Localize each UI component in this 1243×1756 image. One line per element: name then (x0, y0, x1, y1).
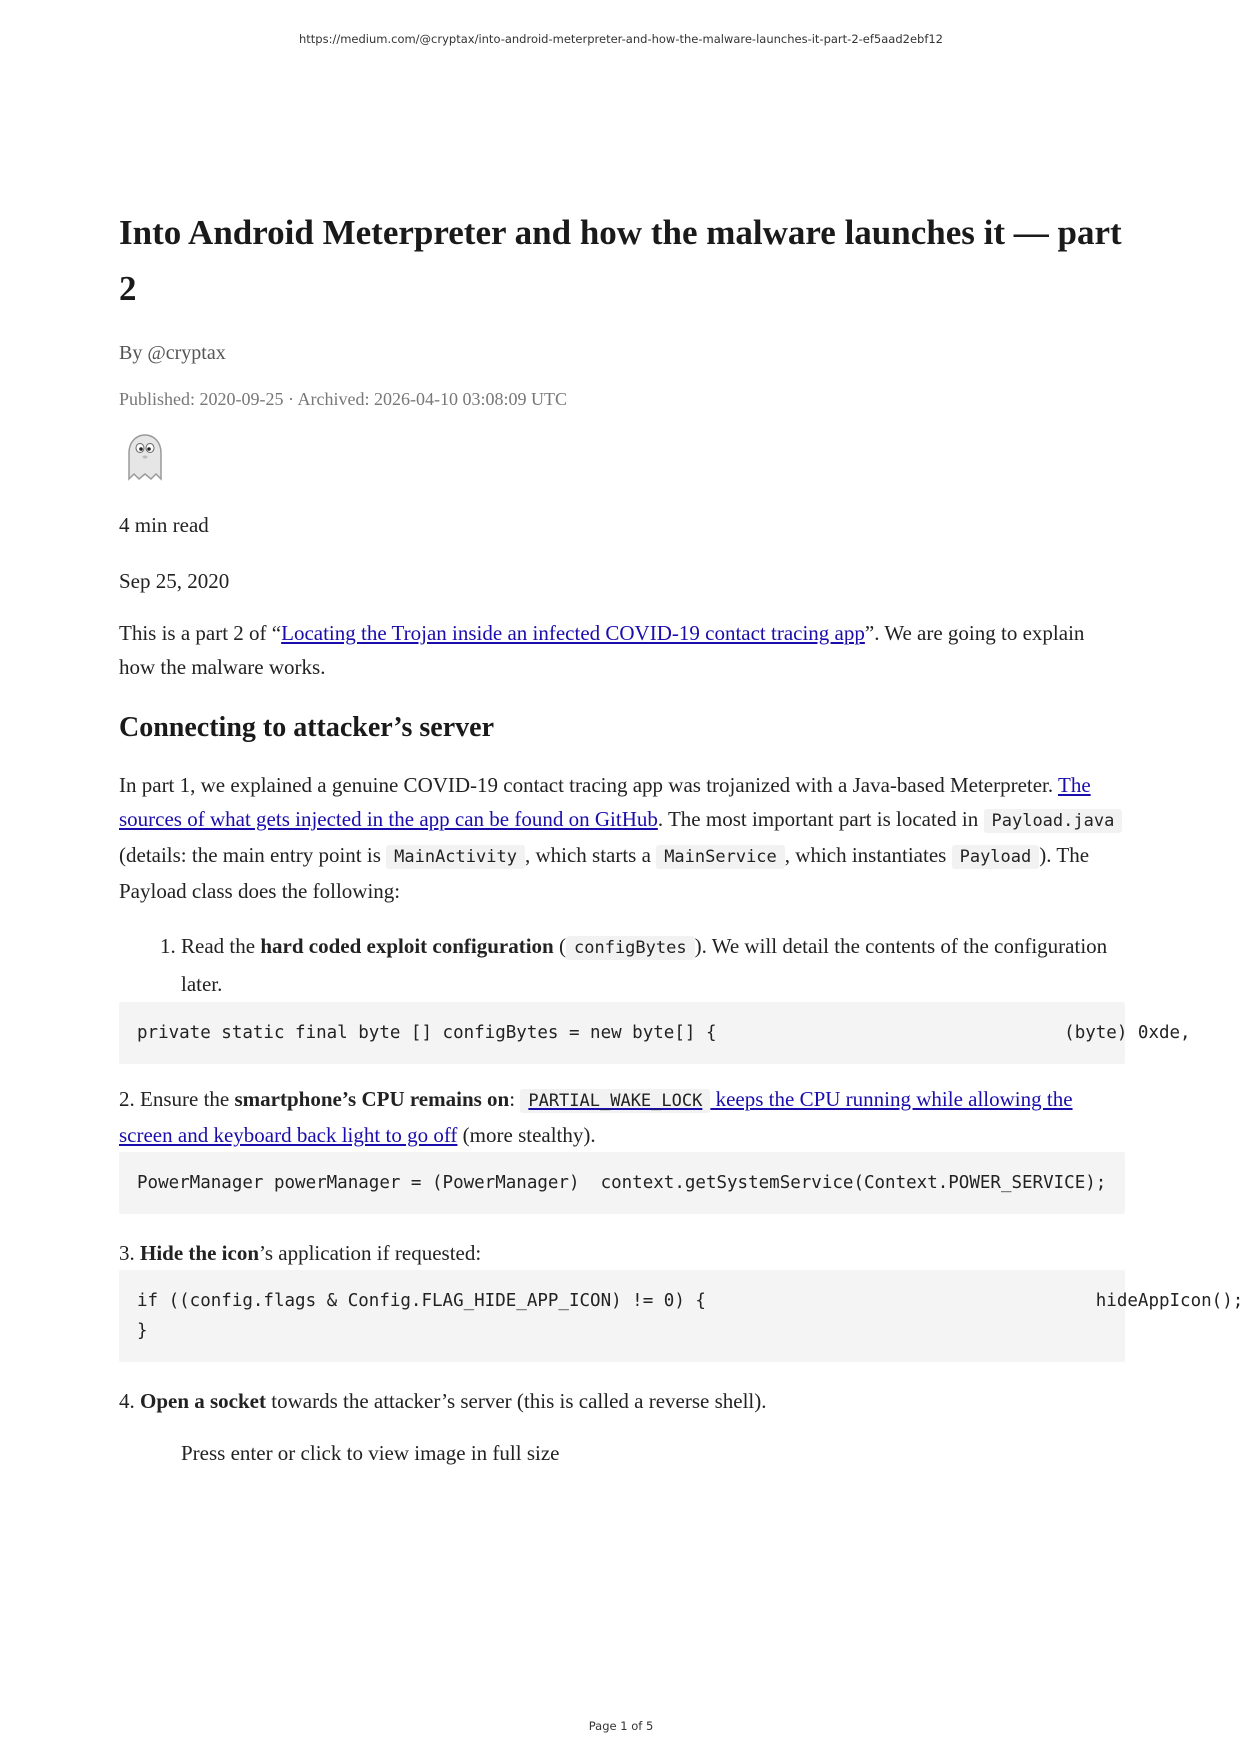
step-3 (119, 1236, 1125, 1270)
intro-text-after: ”. We are going to explain how the malware works. (119, 621, 1085, 679)
step-text: ( (553, 934, 566, 958)
article (119, 205, 1243, 1470)
step-text: : (509, 1087, 521, 1111)
step-bold: Hide the icon (140, 1241, 259, 1265)
page-url: https://medium.com/@cryptax/into-android-meterpreter-and-how-the-malware-launches-it-part-2-ef5aad2ebf12 (298, 32, 943, 46)
step-4 (119, 1384, 1125, 1418)
article-date: Sep 25, 2020 (119, 569, 230, 593)
part1-link[interactable]: Locating the Trojan inside an infected COVID-19 contact tracing app (281, 621, 865, 645)
step-text: Read the (181, 934, 261, 958)
author-byline: By @cryptax (119, 342, 226, 364)
article-title: Into Android Meterpreter and how the malware launches it — part 2 (119, 213, 1122, 308)
step-1 (181, 928, 1125, 1002)
step-text: 3. (119, 1241, 140, 1265)
image-caption[interactable]: Press enter or click to view image in full size (181, 1441, 560, 1465)
code-block-configbytes[interactable]: private static final byte [] configBytes = new byte[] { (byte) 0xde, (119, 1002, 1125, 1064)
ghost-avatar-icon (119, 431, 171, 483)
link-text: keeps the CPU running while allowing the screen and keyboard back light to go off (119, 1087, 1073, 1147)
inline-code-configbytes: configBytes (566, 936, 695, 960)
body-paragraph (119, 768, 1125, 908)
step-text: ’s application if requested: (259, 1241, 482, 1265)
code-block-powermanager[interactable]: PowerManager powerManager = (PowerManager) context.getSystemService(Context.POWER_SERVICE); (119, 1152, 1125, 1214)
publish-meta: Published: 2020-09-25 · Archived: 2026-04-10 03:08:09 UTC (119, 389, 567, 409)
github-sources-link[interactable]: The sources of what gets injected in the app can be found on GitHub (119, 773, 1091, 831)
intro-text-before: This is a part 2 of “ (119, 621, 282, 645)
read-time: 4 min read (119, 513, 209, 537)
para-text: In part 1, we explained a genuine COVID-19 contact tracing app was trojanized with a Java-based Meterpreter. (119, 773, 1059, 797)
steps-list (119, 928, 1125, 1002)
section-heading: Connecting to attacker’s server (119, 712, 495, 743)
intro-paragraph (119, 616, 1125, 684)
inline-code-partial-wake-lock: PARTIAL_WAKE_LOCK (520, 1089, 710, 1113)
step-text: 4. (119, 1389, 140, 1413)
step-text: 2. Ensure the (119, 1087, 235, 1111)
step-2 (119, 1082, 1125, 1152)
step-bold: Open a socket (140, 1389, 266, 1413)
step-text: (more stealthy). (457, 1123, 596, 1147)
para-text: . The most important part is located in (657, 807, 984, 831)
para-text: , which instantiates (784, 843, 952, 867)
inline-code-payload: Payload (952, 845, 1040, 869)
step-text: towards the attacker’s server (this is called a reverse shell). (266, 1389, 767, 1413)
inline-code-payload-java: Payload.java (984, 809, 1123, 833)
step-bold: hard coded exploit configuration (260, 934, 554, 958)
inline-code-mainactivity: MainActivity (386, 845, 525, 869)
para-text: (details: the main entry point is (119, 843, 387, 867)
step-text: ). We will detail the contents of the configuration later. (181, 934, 1108, 996)
inline-code-mainservice: MainService (656, 845, 785, 869)
step-bold: smartphone’s CPU remains on (234, 1087, 510, 1111)
page-number: Page 1 of 5 (588, 1719, 654, 1733)
code-block-hide-icon[interactable]: if ((config.flags & Config.FLAG_HIDE_APP_ICON) != 0) { hideAppIcon(); } (119, 1270, 1125, 1362)
para-text: ). The Payload class does the following: (119, 843, 1090, 903)
para-text: , which starts a (524, 843, 657, 867)
